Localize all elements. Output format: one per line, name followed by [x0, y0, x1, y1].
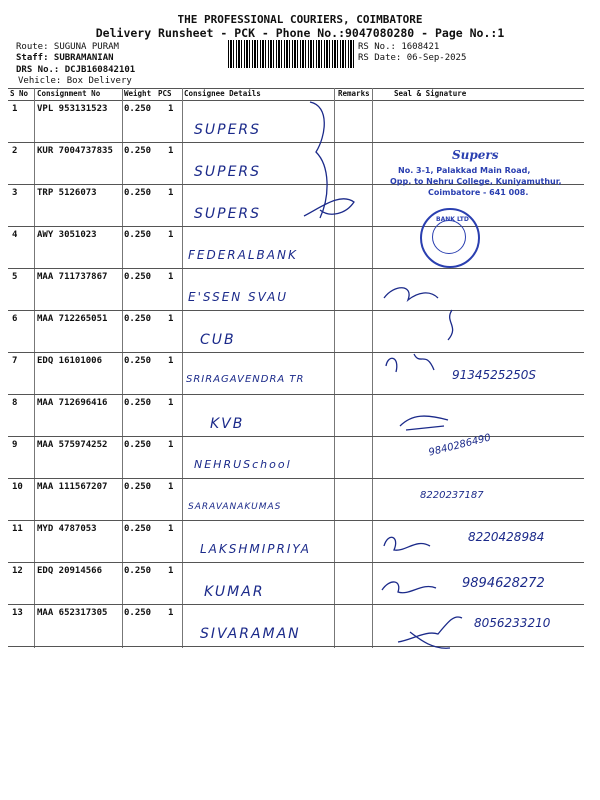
row-consignment-no: AWY 3051023 — [37, 230, 97, 240]
row-consignee: SUPERS — [194, 122, 262, 138]
col-seal-signature: Seal & Signature — [394, 89, 467, 98]
table-row — [8, 478, 584, 520]
runsheet-title: THE PROFESSIONAL COURIERS, COIMBATORE — [177, 13, 423, 26]
row-consignment-no: TRP 5126073 — [37, 188, 97, 198]
col-sno: S No — [10, 89, 29, 98]
row-consignment-no: MAA 712265051 — [37, 314, 108, 324]
row-sno: 13 — [12, 608, 23, 618]
vehicle-label: Vehicle: Box Delivery — [18, 76, 132, 86]
row-pcs: 1 — [168, 314, 174, 324]
rs-number: RS No.: 1608421 — [358, 42, 440, 52]
table-row — [8, 562, 584, 604]
row-weight: 0.250 — [124, 398, 152, 408]
row-sno: 10 — [12, 482, 23, 492]
stamp-name: Supers — [452, 148, 499, 162]
row-phone: 8220237187 — [420, 490, 484, 501]
row-sno: 11 — [12, 524, 23, 534]
row-consignee: SIVARAMAN — [200, 626, 301, 642]
row-consignment-no: MAA 652317305 — [37, 608, 108, 618]
signature-icon — [376, 526, 466, 566]
row-consignment-no: EDQ 16101006 — [37, 356, 103, 366]
row-phone: 8220428984 — [468, 530, 545, 544]
row-consignee: FEDERALBANK — [188, 248, 298, 262]
row-pcs: 1 — [168, 230, 174, 240]
row-weight: 0.250 — [124, 566, 152, 576]
stamp-address-line2: Opp. to Nehru College, Kuniyamuthur, — [390, 177, 562, 186]
rs-date: RS Date: 06-Sep-2025 — [358, 53, 467, 63]
row-consignment-no: MAA 712696416 — [37, 398, 108, 408]
signature-icon — [376, 566, 466, 606]
row-sno: 12 — [12, 566, 23, 576]
row-sno: 5 — [12, 272, 18, 282]
col-remarks: Remarks — [338, 89, 370, 98]
row-weight: 0.250 — [124, 230, 152, 240]
barcode — [228, 40, 354, 68]
row-weight: 0.250 — [124, 188, 152, 198]
table-row — [8, 394, 584, 436]
signature-icon — [300, 188, 360, 222]
table-row — [8, 310, 584, 352]
col-pcs: PCS — [158, 89, 172, 98]
route-label: Route: SUGUNA PURAM — [16, 42, 119, 52]
row-consignment-no: MAA 111567207 — [37, 482, 108, 492]
row-phone: 9134525250S — [452, 368, 536, 382]
row-consignment-no: MAA 575974252 — [37, 440, 108, 450]
row-sno: 1 — [12, 104, 18, 114]
table-row — [8, 226, 584, 268]
row-consignment-no: KUR 7004737835 — [37, 146, 113, 156]
row-pcs: 1 — [168, 524, 174, 534]
staff-label: Staff: SUBRAMANIAN — [16, 53, 114, 63]
row-pcs: 1 — [168, 146, 174, 156]
row-consignee: CUB — [200, 332, 236, 348]
row-pcs: 1 — [168, 440, 174, 450]
row-consignment-no: EDQ 20914566 — [37, 566, 103, 576]
row-weight: 0.250 — [124, 272, 152, 282]
row-consignment-no: MYD 4787053 — [37, 524, 97, 534]
row-pcs: 1 — [168, 188, 174, 198]
row-consignee: E'SSEN SVAU — [188, 290, 289, 304]
signature-icon — [374, 270, 464, 390]
row-consignee: KUMAR — [204, 584, 265, 600]
row-pcs: 1 — [168, 104, 174, 114]
stamp-address-line1: No. 3-1, Palakkad Main Road, — [398, 166, 531, 175]
row-sno: 9 — [12, 440, 18, 450]
row-sno: 7 — [12, 356, 18, 366]
col-weight: Weight — [124, 89, 152, 98]
row-consignment-no: VPL 953131523 — [37, 104, 108, 114]
row-phone: 9894628272 — [462, 576, 545, 591]
row-consignee: SUPERS — [194, 206, 262, 222]
row-consignee: LAKSHMIPRIYA — [200, 542, 312, 556]
row-pcs: 1 — [168, 566, 174, 576]
row-weight: 0.250 — [124, 314, 152, 324]
table-row — [8, 352, 584, 394]
drs-number: DRS No.: DCJB160842101 — [16, 65, 136, 75]
row-consignee: KVB — [210, 416, 245, 432]
row-consignee: SUPERS — [194, 164, 262, 180]
row-sno: 2 — [12, 146, 18, 156]
row-sno: 6 — [12, 314, 18, 324]
signature-icon — [392, 610, 482, 658]
row-weight: 0.250 — [124, 440, 152, 450]
table-row — [8, 520, 584, 562]
row-weight: 0.250 — [124, 524, 152, 534]
row-weight: 0.250 — [124, 104, 152, 114]
table-row — [8, 604, 584, 646]
table-row — [8, 100, 584, 142]
row-consignment-no: MAA 711737867 — [37, 272, 108, 282]
row-consignee: SRIRAGAVENDRA TR — [186, 374, 305, 385]
row-consignee: SARAVANAKUMAS — [188, 502, 282, 512]
row-sno: 8 — [12, 398, 18, 408]
row-consignee: NEHRUSchool — [194, 458, 292, 471]
row-weight: 0.250 — [124, 146, 152, 156]
row-pcs: 1 — [168, 356, 174, 366]
bank-seal-icon: BANK LTD — [420, 208, 480, 268]
row-weight: 0.250 — [124, 482, 152, 492]
col-consignee: Consignee Details — [184, 89, 261, 98]
row-pcs: 1 — [168, 272, 174, 282]
row-weight: 0.250 — [124, 608, 152, 618]
table-row — [8, 268, 584, 310]
row-weight: 0.250 — [124, 356, 152, 366]
row-pcs: 1 — [168, 482, 174, 492]
row-sno: 3 — [12, 188, 18, 198]
signature-icon — [396, 404, 456, 434]
row-pcs: 1 — [168, 608, 174, 618]
runsheet-subtitle: Delivery Runsheet - PCK - Phone No.:9047080280 - Page No.:1 — [95, 26, 505, 40]
row-phone: 9840286490 — [427, 432, 493, 459]
row-pcs: 1 — [168, 398, 174, 408]
col-consignment: Consignment No — [37, 89, 101, 98]
row-phone: 8056233210 — [474, 616, 551, 630]
row-sno: 4 — [12, 230, 18, 240]
table-row — [8, 432, 584, 478]
stamp-address-line3: Coimbatore - 641 008. — [428, 188, 529, 197]
